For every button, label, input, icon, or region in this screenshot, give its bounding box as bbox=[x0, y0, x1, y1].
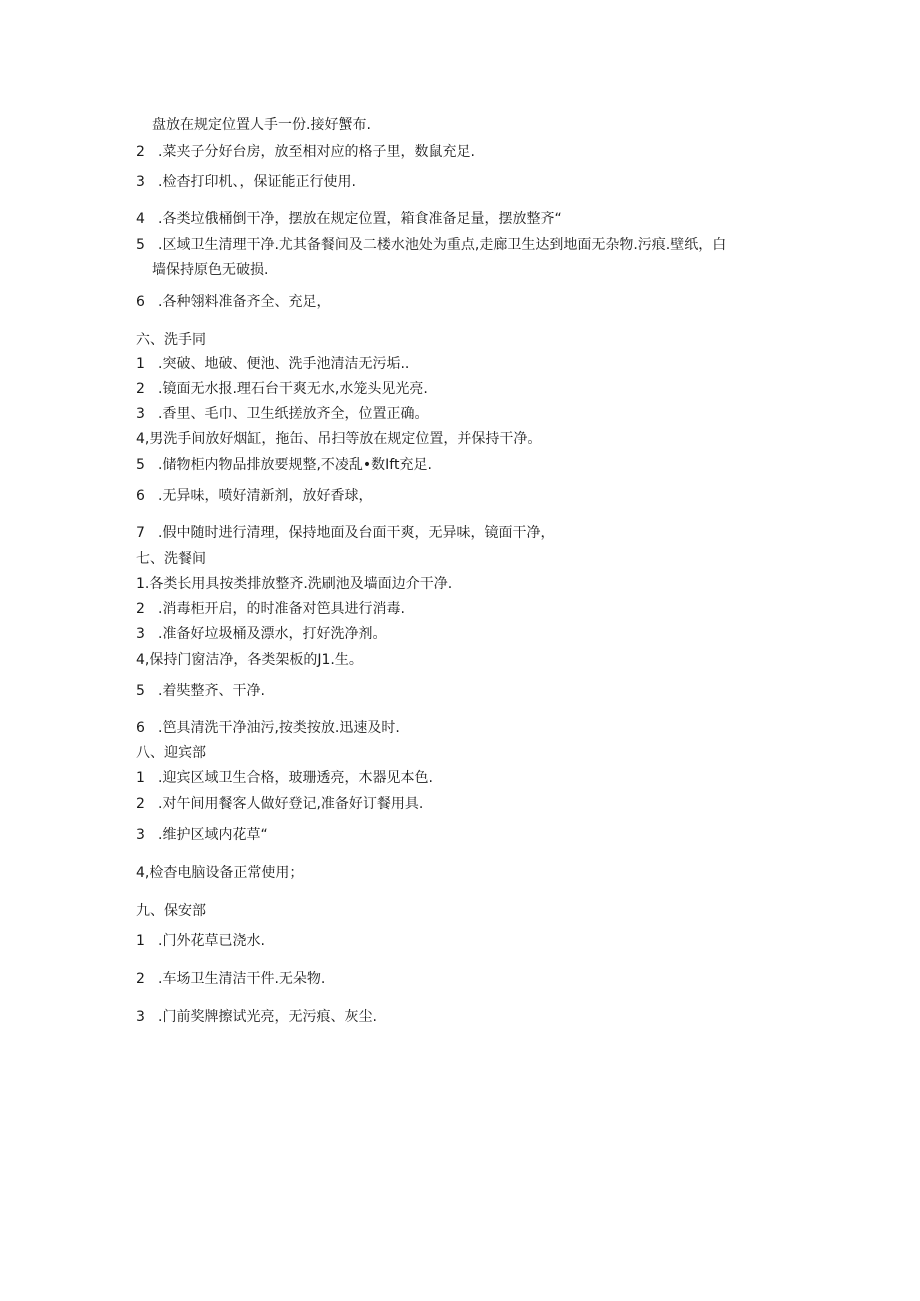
list-item: 4,男洗手间放好烟缸，拖缶、吊扫等放在规定位置，并保持干净。 bbox=[136, 431, 542, 447]
list-item: 3 .门前奖牌擦试光亮，无污痕、灰尘. bbox=[136, 1009, 377, 1025]
list-item: 2 .消毒柜开启，的时准备对笆具进行消毒. bbox=[136, 601, 405, 617]
list-item: 3 .准备好垃圾桶及漂水，打好洗净剂。 bbox=[136, 626, 387, 642]
list-item: 2 .菜夹子分好台房，放至相对应的格子里，数鼠充足. bbox=[136, 144, 475, 160]
list-item: 7 .假中随时进行清理，保持地面及台面干爽，无异味，镜面干净， bbox=[136, 525, 555, 541]
section-heading: 七、洗餐间 bbox=[136, 551, 206, 567]
list-item: 5 .着奘整齐、干净. bbox=[136, 683, 265, 699]
list-item: 2 .车场卫生清洁干件.无朵物. bbox=[136, 971, 326, 987]
list-item: 3 .检杳打印机、，保证能正行使用. bbox=[136, 174, 356, 190]
section-heading: 六、洗手同 bbox=[136, 332, 206, 348]
section-heading: 九、保安部 bbox=[136, 903, 206, 919]
list-item: 4 .各类垃俄桶倒干净，摆放在规定位置，箱食准备足量，摆放整齐“ bbox=[136, 211, 562, 227]
list-item: 1.各类长用具按类排放整齐.洗刷池及墙面边介干净. bbox=[136, 576, 453, 592]
list-item: 1 .迎宾区域卫生合格，玻珊透亮，木器见本色. bbox=[136, 770, 433, 786]
section-heading: 八、迎宾部 bbox=[136, 745, 206, 761]
list-item: 2 .镜面无水报.理石台干爽无水,水笼头见光亮. bbox=[136, 381, 428, 397]
list-item: 3 .维护区域内花草“ bbox=[136, 827, 268, 843]
list-item: 6 .笆具清洗干净油污,按类按放.迅速及时. bbox=[136, 720, 400, 736]
list-item: 4,保持门窗洁净，各类架板的J1.生。 bbox=[136, 652, 363, 668]
list-item: 6 .无异味，喷好清新剂，放好香球， bbox=[136, 488, 373, 504]
list-item: 6 .各种翎料准备齐全、充足， bbox=[136, 294, 331, 310]
list-item: 5 .储物柜内物品排放要规整,不凌乱•数Ift充足. bbox=[136, 457, 432, 473]
list-item: 2 .对午间用餐客人做好登记,准备好订餐用具. bbox=[136, 796, 424, 812]
list-item: 1 .门外花草已浇水. bbox=[136, 933, 265, 949]
list-item: 1 .突破、地破、便池、洗手池清洁无污垢.. bbox=[136, 356, 410, 372]
list-item: 3 .香里、毛巾、卫生纸搓放齐全，位置正确。 bbox=[136, 406, 429, 422]
list-item: 4,检杳电脑设备正常使用； bbox=[136, 865, 304, 881]
text-line: 墙保持原色无破损. bbox=[152, 262, 269, 278]
list-item: 5 .区域卫生清理干净.尤其备餐间及二楼水池处为重点,走廊卫生达到地面无杂物.污痕.壁纸，白 bbox=[136, 237, 727, 253]
text-line: 盘放在规定位置人手一份.接好蟹布. bbox=[152, 117, 371, 133]
